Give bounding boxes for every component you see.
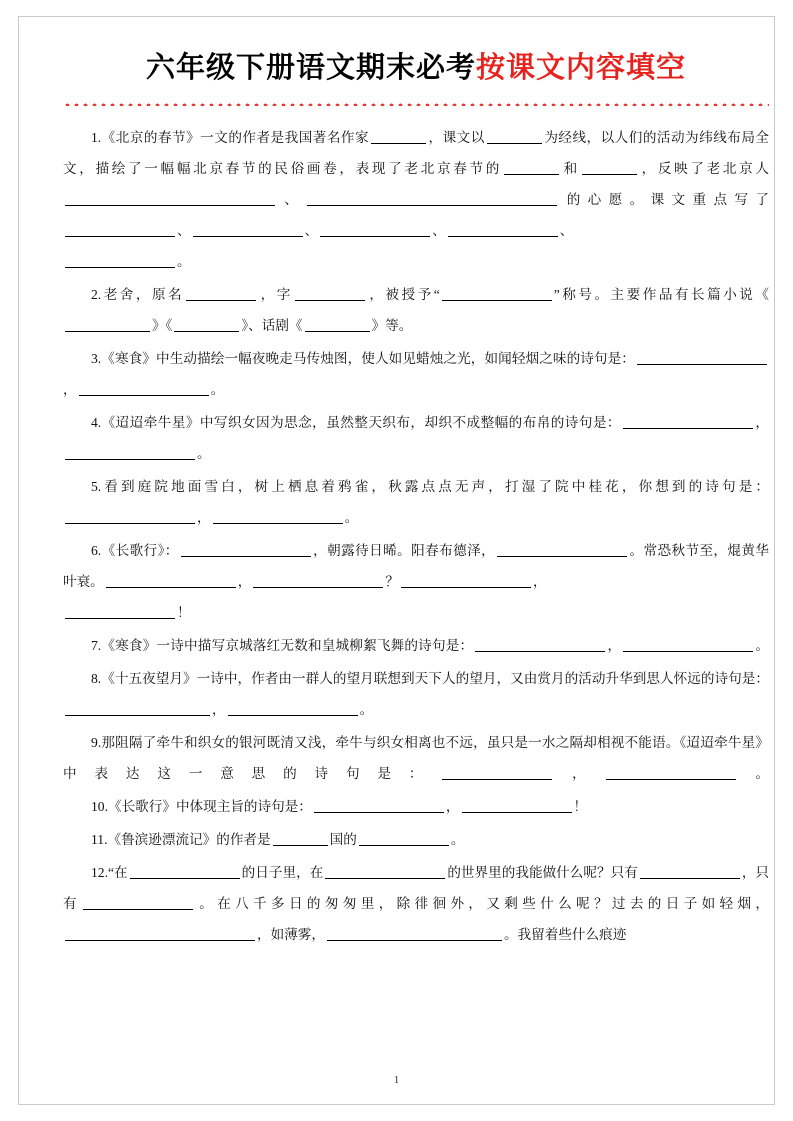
answer-blank[interactable] xyxy=(314,797,444,813)
answer-blank[interactable] xyxy=(83,894,193,910)
q4-seg-2: 。 xyxy=(197,445,211,461)
answer-blank[interactable] xyxy=(307,190,557,206)
q12-seg-0: 12.“在 xyxy=(91,864,128,880)
page-content xyxy=(63,51,769,952)
title-black-part: 六年级下册语文期末必考 xyxy=(145,52,476,84)
q2-seg-0: 2.老舍，原名 xyxy=(91,286,185,302)
answer-blank[interactable] xyxy=(623,413,753,429)
q10-seg-1: ， xyxy=(445,798,460,814)
answer-blank[interactable] xyxy=(640,863,740,879)
answer-blank[interactable] xyxy=(606,764,736,780)
page-number: 1 xyxy=(393,1074,400,1086)
answer-blank[interactable] xyxy=(65,316,150,332)
question-8 xyxy=(63,663,769,725)
q5-seg-2: 。 xyxy=(344,509,359,525)
page-title xyxy=(63,51,769,86)
answer-blank[interactable] xyxy=(228,700,358,716)
answer-blank[interactable] xyxy=(65,925,255,941)
answer-blank[interactable] xyxy=(65,508,195,524)
q4-seg-1: ， xyxy=(754,414,770,430)
q7-seg-0: 7.《寒食》一诗中描写京城落红无数和皇城柳絮飞舞的诗句是： xyxy=(91,637,474,653)
answer-blank[interactable] xyxy=(130,863,240,879)
q8-seg-2: 。 xyxy=(359,701,374,717)
answer-blank[interactable] xyxy=(65,190,275,206)
answer-blank[interactable] xyxy=(106,572,236,588)
q1-seg-4: ，反映了老北京人 xyxy=(638,160,770,176)
answer-blank[interactable] xyxy=(497,541,627,557)
q12-seg-3: ，只有 xyxy=(63,864,770,911)
question-1 xyxy=(63,122,769,277)
q1-seg-5: 、 xyxy=(277,191,306,207)
q1-seg-10: 、 xyxy=(559,222,574,238)
q11-seg-0: 11.《鲁滨逊漂流记》的作者是 xyxy=(91,831,271,847)
answer-blank[interactable] xyxy=(448,221,558,237)
answer-blank[interactable] xyxy=(65,221,175,237)
q1-seg-2: 为经线，以人们的活动为纬线布局全文，描绘了一幅幅北京春节的民俗画卷，表现了老北京春节的 xyxy=(63,129,770,176)
q1-seg-0: 1.《北京的春节》一文的作者是我国著名作家 xyxy=(91,129,370,145)
q11-seg-2: 。 xyxy=(450,831,465,847)
question-11 xyxy=(63,824,769,855)
title-red-part: 按课文内容填空 xyxy=(476,52,687,84)
q1-seg-3: 和 xyxy=(561,160,580,176)
question-7 xyxy=(63,630,769,661)
q7-seg-2: 。 xyxy=(755,637,770,653)
q12-seg-5: ，如薄雾， xyxy=(257,926,325,942)
answer-blank[interactable] xyxy=(637,349,767,365)
answer-blank[interactable] xyxy=(79,380,209,396)
q10-seg-2: ！ xyxy=(573,798,588,814)
answer-blank[interactable] xyxy=(442,285,552,301)
question-5 xyxy=(63,471,769,533)
q9-seg-0: 9.那阻隔了牵牛和织女的银河既清又浅，牵牛与织女相离也不远，虽只是一水之隔却相视不能语。《迢迢牵牛星》中表达这一意思的诗句是： xyxy=(63,734,769,781)
q3-seg-1: ， xyxy=(63,381,77,397)
answer-blank[interactable] xyxy=(462,797,572,813)
q6-seg-2: 。常恐秋节至，焜黄华叶衰。 xyxy=(63,542,770,589)
answer-blank[interactable] xyxy=(181,541,311,557)
q6-seg-5: ， xyxy=(532,573,547,589)
title-divider xyxy=(63,100,769,106)
q2-seg-5: 》、话剧《 xyxy=(241,317,303,333)
q8-seg-1: ， xyxy=(212,701,226,717)
q1-seg-9: 、 xyxy=(432,222,446,238)
answer-blank[interactable] xyxy=(65,444,195,460)
q6-seg-1: ，朝露待日晞。阳春布德泽， xyxy=(312,542,496,558)
answer-blank[interactable] xyxy=(475,636,605,652)
q2-seg-1: ，字 xyxy=(258,286,293,302)
q12-seg-6: 。我留着些什么痕迹 xyxy=(503,926,627,942)
q6-seg-0: 6.《长歌行》： xyxy=(91,542,179,558)
answer-blank[interactable] xyxy=(174,316,239,332)
q4-seg-0: 4.《迢迢牵牛星》中写织女因为思念，虽然整天织布，却织不成整幅的布帛的诗句是： xyxy=(91,414,621,430)
answer-blank[interactable] xyxy=(582,159,637,175)
answer-blank[interactable] xyxy=(320,221,430,237)
questions-body xyxy=(63,122,769,950)
question-10 xyxy=(63,791,769,822)
question-6 xyxy=(63,535,769,628)
question-12 xyxy=(63,857,769,950)
answer-blank[interactable] xyxy=(273,830,328,846)
answer-blank[interactable] xyxy=(401,572,531,588)
q6-seg-4: ？ xyxy=(385,573,399,589)
answer-blank[interactable] xyxy=(65,252,175,268)
question-9 xyxy=(63,727,769,789)
q1-seg-1: ，课文以 xyxy=(428,129,485,145)
q2-seg-2: ，被授予“ xyxy=(366,286,440,302)
question-4 xyxy=(63,407,769,469)
q7-seg-1: ， xyxy=(607,637,622,653)
q1-seg-6: 的心愿。课文重点写了 xyxy=(559,191,770,207)
answer-blank[interactable] xyxy=(325,863,445,879)
q6-seg-6: ！ xyxy=(177,604,191,620)
answer-blank[interactable] xyxy=(305,316,370,332)
q2-seg-4: 》《 xyxy=(152,317,173,333)
q3-seg-0: 3.《寒食》中生动描绘一幅夜晚走马传烛图，使人如见蜡烛之光，如闻轻烟之味的诗句是： xyxy=(91,350,635,366)
answer-blank[interactable] xyxy=(213,508,343,524)
q2-seg-3: ”称号。主要作品有长篇小说《 xyxy=(553,286,769,302)
q9-seg-1: ， xyxy=(554,765,604,781)
q12-seg-1: 的日子里，在 xyxy=(241,864,324,880)
q1-seg-11: 。 xyxy=(177,253,191,269)
q9-seg-2: 。 xyxy=(737,765,770,781)
answer-blank[interactable] xyxy=(623,636,753,652)
q8-seg-0: 8.《十五夜望月》一诗中，作者由一群人的望月联想到天下人的望月，又由赏月的活动升华到思人怀远的诗句是： xyxy=(91,670,769,686)
q1-seg-7: 、 xyxy=(177,222,191,238)
answer-blank[interactable] xyxy=(359,830,449,846)
answer-blank[interactable] xyxy=(65,603,175,619)
question-2 xyxy=(63,279,769,341)
q11-seg-1: 国的 xyxy=(329,831,357,847)
answer-blank[interactable] xyxy=(504,159,559,175)
answer-blank[interactable] xyxy=(295,285,365,301)
q12-seg-2: 的世界里的我能做什么呢？只有 xyxy=(447,864,638,880)
answer-blank[interactable] xyxy=(442,764,552,780)
answer-blank[interactable] xyxy=(65,700,210,716)
answer-blank[interactable] xyxy=(327,925,502,941)
q3-seg-2: 。 xyxy=(210,381,225,397)
answer-blank[interactable] xyxy=(186,285,256,301)
page-sheet xyxy=(18,16,775,1105)
q5-seg-1: ， xyxy=(197,509,211,525)
answer-blank[interactable] xyxy=(371,128,426,144)
q2-seg-6: 》等。 xyxy=(371,317,413,333)
q5-seg-0: 5.看到庭院地面雪白，树上栖息着鸦雀，秋露点点无声，打湿了院中桂花，你想到的诗句是： xyxy=(91,478,769,494)
answer-blank[interactable] xyxy=(487,128,542,144)
q1-seg-8: 、 xyxy=(304,222,319,238)
q10-seg-0: 10.《长歌行》中体现主旨的诗句是： xyxy=(91,798,312,814)
q6-seg-3: ， xyxy=(237,573,252,589)
q12-seg-4: 。在八千多日的匆匆里，除徘徊外，又剩些什么呢？过去的日子如轻烟， xyxy=(194,895,770,911)
question-3 xyxy=(63,343,769,405)
answer-blank[interactable] xyxy=(193,221,303,237)
answer-blank[interactable] xyxy=(253,572,383,588)
